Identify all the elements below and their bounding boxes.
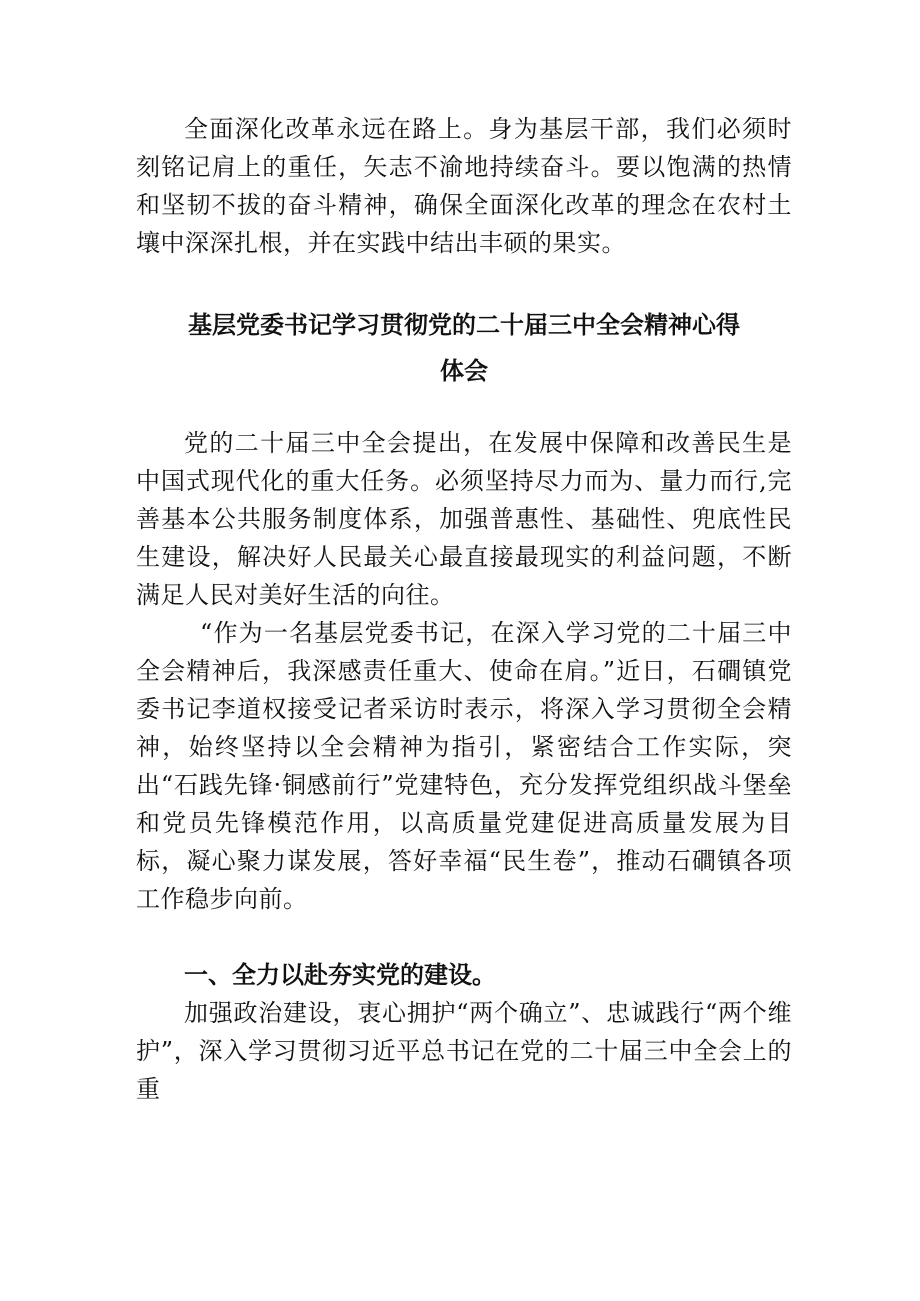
document-title: [136, 302, 792, 394]
title-line-1: 基层党委书记学习贯彻党的二十届三中全会精神心得: [188, 310, 740, 339]
document-page: [136, 110, 792, 1108]
section-heading-1: 一、全力以赴夯实党的建设。: [184, 960, 496, 989]
paragraph-quote: “作为一名基层党委书记，在深入学习党的二十届三中全会精神后，我深感责任重大、使命在肩。”近日，石磵镇党委书记李道权接受记者采访时表示，将深入学习贯彻全会精神，始终坚持以全会精神为指引，紧密结合工作实际，突出“石践先锋·铜感前行”党建特色，充分发挥党组织战斗堡垒和党员先锋模范作用，以高质量党建促进高质量发展为目标，凝心聚力谋发展，答好幸福“民生卷”，推动石磵镇各项工作稳步向前。: [136, 619, 792, 913]
paragraph-livelihood: 党的二十届三中全会提出，在发展中保障和改善民生是中国式现代化的重大任务。必须坚持尽力而为、量力而行,完善基本公共服务制度体系，加强普惠性、基础性、兜底性民生建设，解决好人民最关心最直接最现实的利益问题，不断满足人民对美好生活的向往。: [136, 429, 792, 609]
paragraph-political-building: 加强政治建设，衷心拥护“两个确立”、忠诚践行“两个维护”，深入学习贯彻习近平总书记在党的二十届三中全会上的重: [136, 999, 792, 1103]
spacer: [136, 394, 792, 424]
spacer: [136, 262, 792, 302]
title-line-2: 体会: [440, 356, 488, 385]
spacer: [136, 918, 792, 956]
paragraph-intro: 全面深化改革永远在路上。身为基层干部，我们必须时刻铭记肩上的重任，矢志不渝地持续奋斗。要以饱满的热情和坚韧不拔的奋斗精神，确保全面深化改革的理念在农村土壤中深深扎根，并在实践中结出丰硕的果实。: [136, 115, 792, 257]
